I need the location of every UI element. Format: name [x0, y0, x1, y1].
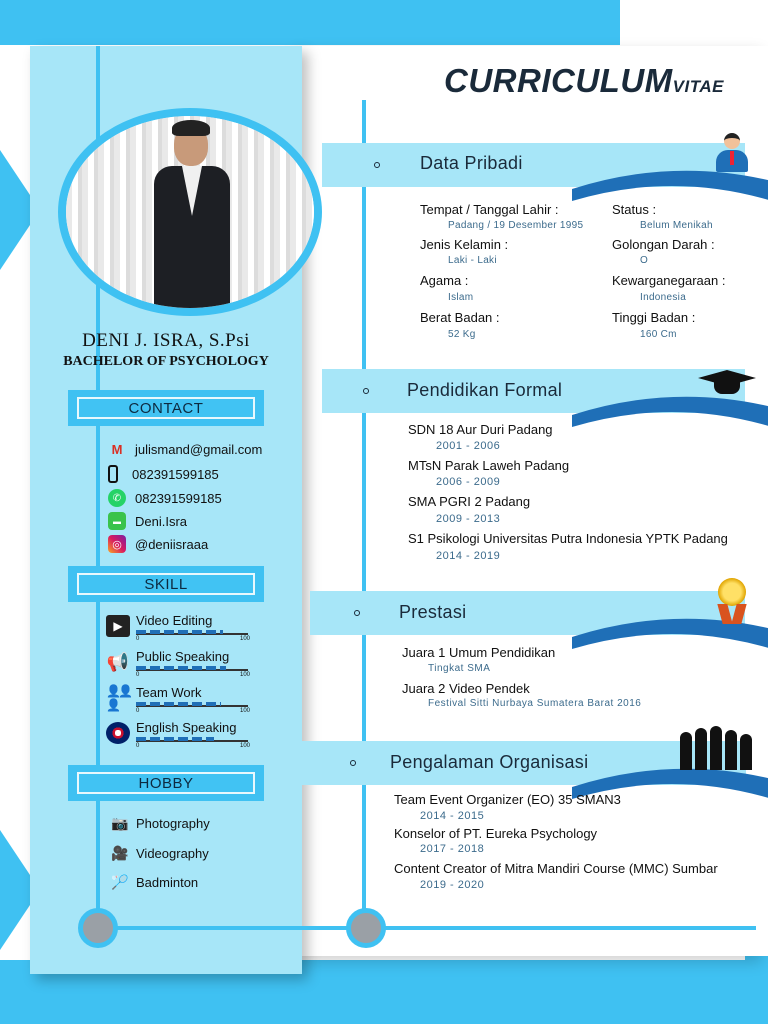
skill-level-bar: [136, 666, 226, 670]
contact-whatsapp: 082391599185: [135, 490, 222, 506]
uk-flag-icon: [106, 722, 130, 744]
graduation-cap-icon: [698, 366, 756, 400]
skill-scale-min: 0: [136, 636, 140, 642]
field-value: Belum Menikah: [640, 220, 713, 231]
megaphone-icon: 📢: [106, 651, 130, 672]
organization-years: 2019 - 2020: [420, 879, 485, 891]
profile-photo: [58, 108, 322, 316]
organization-years: 2014 - 2015: [420, 810, 485, 822]
contact-item[interactable]: [108, 510, 187, 532]
organization-name: Konselor of PT. Eureka Psychology: [394, 826, 598, 841]
hobby-item: [110, 812, 210, 834]
skill-scale-min: 0: [136, 672, 140, 678]
hobby-item: [110, 871, 198, 893]
field-value: O: [640, 255, 649, 266]
contact-item[interactable]: [108, 463, 219, 485]
camera-icon: 📷: [111, 814, 129, 831]
education-name: S1 Psikologi Universitas Putra Indonesia YPTK Padang: [408, 531, 728, 546]
organization-name: Content Creator of Mitra Mandiri Course (MMC) Sumbar: [394, 861, 718, 876]
field-label: Tempat / Tanggal Lahir :: [420, 202, 559, 217]
skill-label: English Speaking: [136, 720, 237, 735]
hobby-label: Badminton: [136, 874, 199, 890]
skill-item: [106, 613, 256, 647]
contact-item[interactable]: [108, 487, 222, 509]
background-corner: [620, 0, 768, 45]
profile-name: DENI J. ISRA, S.Psi: [82, 330, 250, 351]
education-years: 2009 - 2013: [436, 513, 501, 525]
education-years: 2014 - 2019: [436, 550, 501, 562]
skill-item: [106, 685, 256, 719]
contact-item[interactable]: [108, 533, 208, 555]
organization-name: Team Event Organizer (EO) 35 SMAN3: [394, 792, 621, 807]
contact-heading: CONTACT: [77, 397, 255, 419]
section-title: Pendidikan Formal: [407, 380, 563, 400]
education-name: SMA PGRI 2 Padang: [408, 494, 531, 509]
achievement-detail: Festival Sitti Nurbaya Sumatera Barat 2016: [428, 698, 642, 709]
field-label: Jenis Kelamin :: [420, 237, 509, 252]
field-value: 52 Kg: [448, 329, 476, 340]
field-label: Status :: [612, 202, 657, 217]
skill-item: [106, 720, 256, 754]
contact-phone: 082391599185: [132, 466, 219, 482]
contact-item[interactable]: [108, 438, 262, 460]
whatsapp-icon: ✆: [108, 489, 126, 507]
bullet-dot: [354, 610, 360, 616]
section-title: Data Pribadi: [420, 153, 523, 173]
section-title: Prestasi: [399, 602, 467, 622]
section-header-data-pribadi: [322, 143, 745, 187]
contact-line: Deni.Isra: [135, 513, 188, 529]
skill-level-bar: [136, 630, 223, 634]
skill-scale-max: 100: [240, 636, 251, 642]
education-years: 2006 - 2009: [436, 476, 501, 488]
hobby-heading: HOBBY: [77, 772, 255, 794]
education-name: MTsN Parak Laweh Padang: [408, 458, 570, 473]
phone-icon: [108, 465, 118, 483]
video-camera-icon: 🎥: [111, 844, 129, 861]
timeline-line: [96, 926, 756, 930]
skill-item: [106, 649, 256, 683]
skill-heading-box: [68, 566, 264, 602]
team-icon: 👤👤👤: [106, 684, 130, 712]
team-silhouette-icon: [680, 726, 756, 772]
timeline-node: [346, 908, 386, 948]
education-years: 2001 - 2006: [436, 440, 501, 452]
bullet-dot: [374, 162, 380, 168]
badminton-icon: 🏸: [111, 873, 129, 890]
field-value: 160 Cm: [640, 329, 677, 340]
section-header-pendidikan: [322, 369, 745, 413]
skill-scale-min: 0: [136, 743, 140, 749]
achievement-name: Juara 2 Video Pendek: [402, 681, 530, 696]
cv-title-main: CURRICULUM: [444, 62, 673, 99]
organization-years: 2017 - 2018: [420, 843, 485, 855]
gmail-icon: M: [111, 441, 123, 457]
line-icon: ▬: [108, 512, 126, 530]
skill-level-bar: [136, 737, 214, 741]
timeline-line: [362, 100, 366, 928]
education-name: SDN 18 Aur Duri Padang: [408, 422, 553, 437]
hobby-item: [110, 842, 209, 864]
field-label: Agama :: [420, 273, 469, 288]
field-value: Laki - Laki: [448, 255, 497, 266]
skill-level-bar: [136, 702, 221, 706]
instagram-icon: ◎: [108, 535, 126, 553]
person-icon: [714, 133, 750, 173]
hobby-label: Videography: [136, 845, 209, 861]
skill-heading: SKILL: [77, 573, 255, 595]
film-icon: ▶: [106, 615, 130, 637]
medal-icon: [714, 578, 750, 626]
cv-title-sub: VITAE: [672, 77, 724, 96]
field-value: Indonesia: [640, 292, 687, 303]
section-title: Pengalaman Organisasi: [390, 752, 589, 772]
contact-heading-box: [68, 390, 264, 426]
cv-title: [444, 62, 724, 100]
skill-label: Video Editing: [136, 613, 213, 628]
bullet-dot: [363, 388, 369, 394]
field-label: Golongan Darah :: [612, 237, 715, 252]
skill-scale-min: 0: [136, 708, 140, 714]
field-label: Kewarganegaraan :: [612, 273, 726, 288]
field-value: Padang / 19 Desember 1995: [448, 220, 584, 231]
timeline-node: [78, 908, 118, 948]
section-header-prestasi: [310, 591, 745, 635]
background-band-top: [0, 0, 620, 45]
skill-scale-max: 100: [240, 743, 251, 749]
contact-email: julismand@gmail.com: [135, 441, 263, 457]
contact-instagram: @deniisraaa: [135, 536, 209, 552]
field-label: Tinggi Badan :: [612, 310, 696, 325]
field-value: Islam: [448, 292, 474, 303]
achievement-name: Juara 1 Umum Pendidikan: [402, 645, 556, 660]
bullet-dot: [350, 760, 356, 766]
skill-label: Public Speaking: [136, 649, 230, 664]
field-label: Berat Badan :: [420, 310, 500, 325]
skill-scale-max: 100: [240, 708, 251, 714]
profile-degree: BACHELOR OF PSYCHOLOGY: [63, 354, 269, 369]
hobby-heading-box: [68, 765, 264, 801]
skill-label: Team Work: [136, 685, 202, 700]
skill-scale-max: 100: [240, 672, 251, 678]
achievement-detail: Tingkat SMA: [428, 663, 491, 674]
hobby-label: Photography: [136, 815, 210, 831]
